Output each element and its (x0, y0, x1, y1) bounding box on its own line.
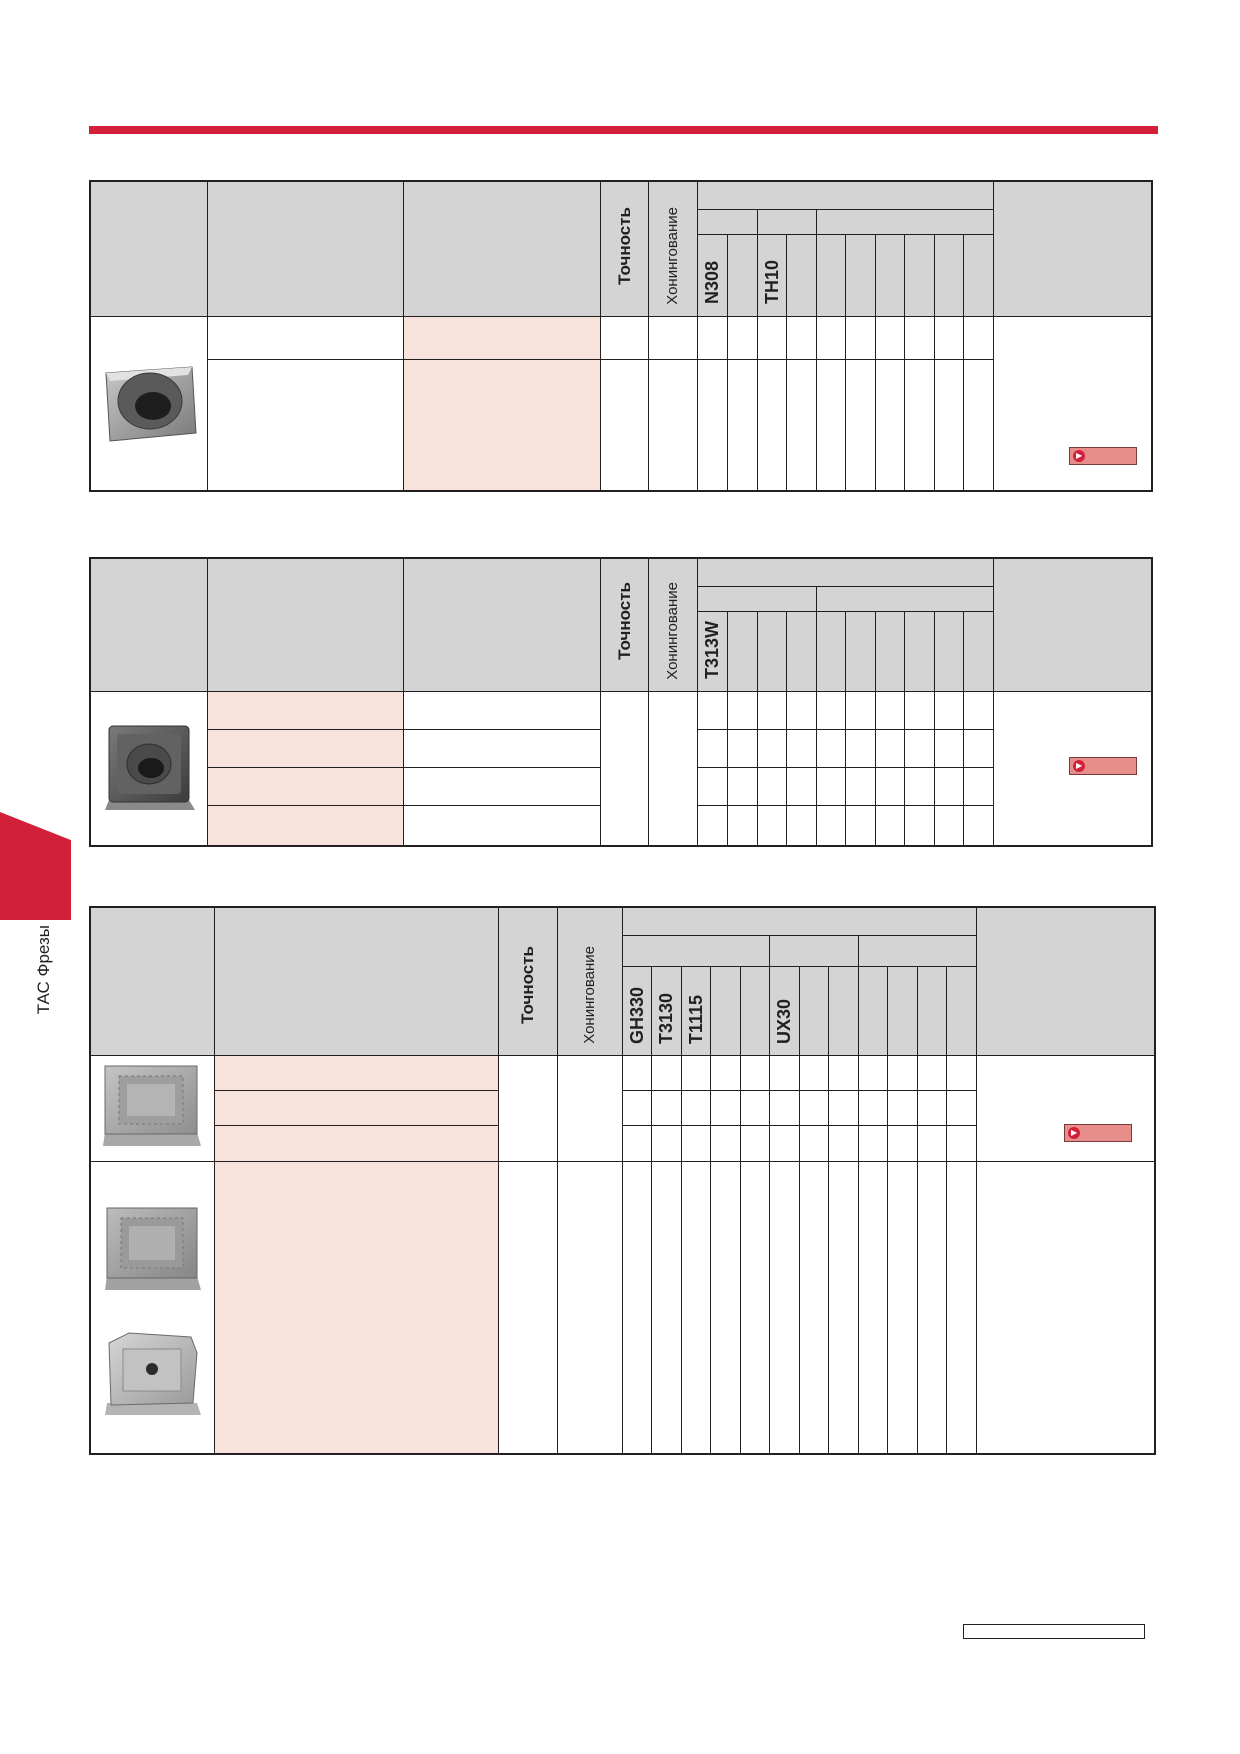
grade-cell (697, 729, 727, 767)
grade-col (875, 234, 904, 316)
designation-cell (207, 691, 403, 729)
grade-cell (875, 767, 904, 805)
notes-cell (993, 691, 1152, 846)
grade-cell (681, 1090, 710, 1125)
grade-col (946, 966, 976, 1055)
designation-cell (214, 1125, 498, 1161)
grade-col (828, 966, 858, 1055)
grade-cell (904, 359, 934, 491)
grade-col (904, 611, 934, 691)
grade-cell (858, 1125, 887, 1161)
grade-cell (963, 691, 993, 729)
grade-col (904, 234, 934, 316)
grade-cell (946, 1125, 976, 1161)
grade-cell (710, 1125, 740, 1161)
grade-cell (963, 316, 993, 359)
grade-ux30: UX30 (769, 966, 799, 1055)
grade-cell (816, 691, 845, 729)
grade-cell (786, 805, 816, 846)
grade-col (799, 966, 828, 1055)
insert-photo-square-serrated (97, 1058, 207, 1154)
insert-photo-square-center-hole (99, 1325, 205, 1423)
grade-cell (828, 1055, 858, 1090)
insert-table-3 (89, 906, 1156, 1455)
grade-cell (904, 691, 934, 729)
grade-cell (875, 729, 904, 767)
header-notes (993, 181, 1152, 316)
grade-cell (622, 1125, 651, 1161)
grade-cell (740, 1055, 769, 1090)
grade-cell (946, 1055, 976, 1090)
grade-col (786, 234, 816, 316)
grade-cell (816, 767, 845, 805)
grade-col (727, 611, 757, 691)
reference-tag[interactable] (1069, 447, 1137, 465)
header-grades-group (697, 558, 993, 586)
header-material-group-1 (697, 209, 757, 234)
grade-t3130: T3130 (651, 966, 681, 1055)
insert-photo-square-chipbreaker (99, 716, 199, 816)
grade-cell (934, 691, 963, 729)
grade-col (934, 611, 963, 691)
grade-cell (904, 767, 934, 805)
grade-cell (757, 359, 786, 491)
grade-col (757, 611, 786, 691)
grade-cell (727, 316, 757, 359)
grade-cell (828, 1125, 858, 1161)
insert-photo-square-serrated (99, 1200, 205, 1298)
grade-cell (740, 1125, 769, 1161)
header-material-group-3 (858, 935, 976, 966)
accuracy-cell (600, 359, 648, 491)
header-designation (207, 558, 403, 691)
grade-cell (710, 1090, 740, 1125)
header-accuracy: Точность (600, 181, 648, 316)
grade-cell (710, 1161, 740, 1454)
grade-cell (757, 691, 786, 729)
header-notes (976, 907, 1155, 1055)
grade-cell (963, 729, 993, 767)
grade-col (875, 611, 904, 691)
geometry-cell (403, 805, 600, 846)
designation-cell (214, 1161, 498, 1454)
grade-cell (917, 1161, 946, 1454)
grade-cell (963, 767, 993, 805)
page-number-box (963, 1624, 1145, 1639)
grade-cell (946, 1090, 976, 1125)
notes-cell (976, 1161, 1155, 1454)
header-designation (207, 181, 403, 316)
grade-cell (845, 691, 875, 729)
header-material-group-1 (622, 935, 769, 966)
grade-cell (799, 1055, 828, 1090)
geometry-cell (403, 729, 600, 767)
insert-image-cell (90, 316, 207, 491)
insert-image-cell (90, 691, 207, 846)
geometry-cell (403, 691, 600, 729)
grade-col (858, 966, 887, 1055)
section-label: ТАС Фрезы (34, 925, 53, 1015)
grade-cell (769, 1055, 799, 1090)
grade-cell (681, 1161, 710, 1454)
grade-cell (651, 1055, 681, 1090)
grade-cell (651, 1090, 681, 1125)
grade-col (963, 234, 993, 316)
designation-cell (207, 767, 403, 805)
grade-cell (887, 1125, 917, 1161)
grade-cell (887, 1161, 917, 1454)
grade-cell (816, 729, 845, 767)
designation-cell (207, 359, 403, 491)
honing-cell (648, 316, 697, 359)
header-insert-image (90, 907, 214, 1055)
grade-cell (904, 316, 934, 359)
grade-cell (934, 729, 963, 767)
grade-col (816, 234, 845, 316)
accuracy-cell (600, 316, 648, 359)
grade-col (727, 234, 757, 316)
accuracy-cell (498, 1055, 557, 1161)
grade-cell (697, 805, 727, 846)
grade-cell (727, 767, 757, 805)
grade-cell (651, 1161, 681, 1454)
grade-cell (887, 1055, 917, 1090)
grade-col (786, 611, 816, 691)
grade-cell (828, 1161, 858, 1454)
grade-cell (727, 729, 757, 767)
grade-cell (622, 1161, 651, 1454)
grade-cell (887, 1090, 917, 1125)
grade-cell (934, 359, 963, 491)
insert-table-2 (89, 557, 1153, 847)
grade-cell (799, 1090, 828, 1125)
reference-tag[interactable] (1069, 757, 1137, 775)
header-accuracy: Точность (600, 558, 648, 691)
grade-cell (816, 805, 845, 846)
grade-col (934, 234, 963, 316)
grade-col (887, 966, 917, 1055)
geometry-cell (403, 359, 600, 491)
insert-table-1 (89, 180, 1153, 492)
grade-cell (799, 1161, 828, 1454)
accuracy-cell (600, 691, 648, 846)
header-insert-image (90, 558, 207, 691)
accuracy-cell (498, 1161, 557, 1454)
grade-th10: TH10 (757, 234, 786, 316)
grade-cell (757, 729, 786, 767)
header-honing: Хонингование (557, 907, 622, 1055)
designation-cell (214, 1055, 498, 1090)
grade-cell (757, 767, 786, 805)
arrow-right-icon: ▶ (1073, 450, 1085, 462)
grade-cell (875, 316, 904, 359)
designation-cell (207, 316, 403, 359)
grade-cell (786, 729, 816, 767)
notes-cell (976, 1055, 1155, 1161)
header-geometry (403, 558, 600, 691)
section-tab-mark (0, 812, 71, 920)
grade-cell (917, 1055, 946, 1090)
insert-image-cell (90, 1055, 214, 1161)
grade-cell (697, 767, 727, 805)
arrow-right-icon: ▶ (1068, 1127, 1080, 1139)
grade-cell (740, 1161, 769, 1454)
grade-cell (769, 1090, 799, 1125)
header-accuracy: Точность (498, 907, 557, 1055)
designation-cell (207, 805, 403, 846)
grade-cell (727, 805, 757, 846)
grade-cell (875, 359, 904, 491)
grade-cell (845, 729, 875, 767)
geometry-cell (403, 767, 600, 805)
grade-cell (622, 1055, 651, 1090)
grade-cell (917, 1090, 946, 1125)
grade-col (740, 966, 769, 1055)
grade-t1115: T1115 (681, 966, 710, 1055)
header-material-group-2 (769, 935, 858, 966)
grade-cell (786, 691, 816, 729)
honing-cell (557, 1161, 622, 1454)
grade-cell (904, 729, 934, 767)
grade-col (710, 966, 740, 1055)
grade-gh330: GH330 (622, 966, 651, 1055)
designation-cell (214, 1090, 498, 1125)
grade-cell (845, 359, 875, 491)
grade-cell (963, 359, 993, 491)
grade-cell (875, 691, 904, 729)
grade-cell (727, 691, 757, 729)
grade-col (845, 611, 875, 691)
grade-cell (845, 805, 875, 846)
top-red-rule (89, 126, 1158, 134)
grade-cell (681, 1125, 710, 1161)
honing-cell (557, 1055, 622, 1161)
grade-cell (963, 805, 993, 846)
header-grades-group (622, 907, 976, 935)
header-notes (993, 558, 1152, 691)
grade-cell (757, 805, 786, 846)
grade-cell (858, 1161, 887, 1454)
honing-cell (648, 359, 697, 491)
grade-cell (710, 1055, 740, 1090)
grade-cell (697, 316, 727, 359)
grade-cell (799, 1125, 828, 1161)
header-geometry (403, 181, 600, 316)
reference-tag[interactable] (1064, 1124, 1132, 1142)
grade-cell (757, 316, 786, 359)
grade-cell (740, 1090, 769, 1125)
grade-cell (727, 359, 757, 491)
grade-cell (697, 691, 727, 729)
insert-photo-square-hole (96, 351, 202, 451)
grade-cell (786, 359, 816, 491)
header-material-group-2 (816, 586, 993, 611)
grade-cell (845, 316, 875, 359)
header-honing: Хонингование (648, 181, 697, 316)
header-material-group-2 (757, 209, 816, 234)
grade-cell (681, 1055, 710, 1090)
grade-cell (769, 1161, 799, 1454)
header-designation (214, 907, 498, 1055)
grade-cell (622, 1090, 651, 1125)
grade-cell (858, 1090, 887, 1125)
grade-cell (875, 805, 904, 846)
grade-col (845, 234, 875, 316)
header-honing: Хонингование (648, 558, 697, 691)
honing-cell (648, 691, 697, 846)
grade-cell (934, 767, 963, 805)
grade-cell (858, 1055, 887, 1090)
grade-cell (786, 767, 816, 805)
grade-n308: N308 (697, 234, 727, 316)
grade-cell (917, 1125, 946, 1161)
header-material-group-1 (697, 586, 816, 611)
grade-col (816, 611, 845, 691)
grade-cell (769, 1125, 799, 1161)
grade-cell (904, 805, 934, 846)
header-insert-image (90, 181, 207, 316)
grade-cell (651, 1125, 681, 1161)
insert-image-cell (90, 1161, 214, 1454)
grade-col (917, 966, 946, 1055)
grade-cell (697, 359, 727, 491)
arrow-right-icon: ▶ (1073, 760, 1085, 772)
designation-cell (207, 729, 403, 767)
grade-cell (828, 1090, 858, 1125)
header-material-group-3 (816, 209, 993, 234)
header-grades-group (697, 181, 993, 209)
grade-t313w: T313W (697, 611, 727, 691)
grade-cell (934, 805, 963, 846)
geometry-cell (403, 316, 600, 359)
grade-cell (934, 316, 963, 359)
grade-cell (946, 1161, 976, 1454)
grade-cell (845, 767, 875, 805)
grade-cell (816, 359, 845, 491)
grade-col (963, 611, 993, 691)
grade-cell (816, 316, 845, 359)
notes-cell (993, 316, 1152, 491)
grade-cell (786, 316, 816, 359)
